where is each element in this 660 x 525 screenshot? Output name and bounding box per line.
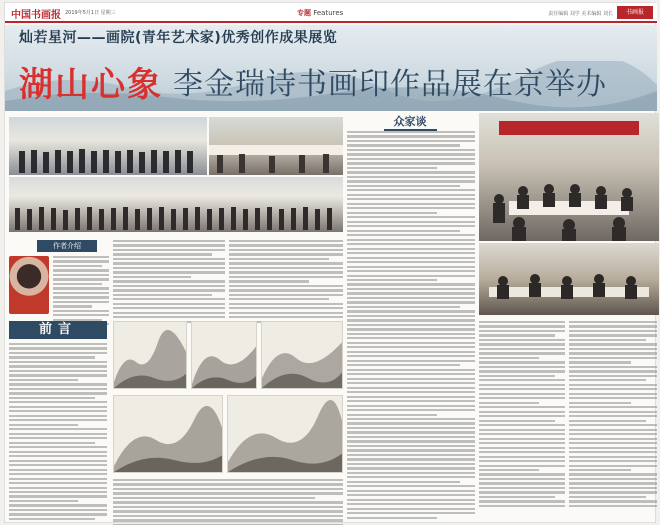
section-label <box>297 8 343 18</box>
comments-column-1 <box>347 131 475 519</box>
author-portrait <box>9 256 49 314</box>
author-heading: 作者介绍 <box>37 240 97 252</box>
painting-landscape-4 <box>113 395 223 473</box>
editor-info: 责任编辑 刘学 美术编辑 刘长 <box>548 11 613 17</box>
painting-landscape-1 <box>113 321 187 389</box>
title-banner <box>5 25 657 111</box>
article-column-bottom <box>113 479 343 525</box>
painting-landscape-3 <box>261 321 343 389</box>
comments-column-3 <box>569 321 657 507</box>
section-label-cn: 专题 <box>297 9 311 17</box>
banner-title-event: 李金瑞诗书画印作品展在京举办 <box>173 67 607 102</box>
exhibition-photo-gallery <box>209 117 343 175</box>
preface-text <box>9 343 107 520</box>
article-column-1 <box>113 240 225 323</box>
author-intro <box>9 240 107 318</box>
seminar-banner <box>499 121 639 135</box>
issue-info: 2019年5月1日 星期三 <box>65 10 116 16</box>
exhibition-photo-group <box>9 117 207 175</box>
exhibition-photo-seminar <box>479 113 659 241</box>
comments-column-2 <box>479 321 565 507</box>
painting-landscape-5 <box>227 395 343 473</box>
preface-heading: 前言 <box>9 321 107 339</box>
painting-landscape-2 <box>191 321 257 389</box>
masthead <box>5 3 657 23</box>
author-bio-text <box>53 256 109 330</box>
exhibition-photo-discussion <box>479 243 659 315</box>
section-label-en: Features <box>313 9 344 17</box>
paper-name: 中国书画报 <box>11 10 61 21</box>
banner-subtitle: 灿若星河——画院(青年艺术家)优秀创作成果展览 <box>19 30 338 46</box>
article-column-2 <box>229 240 343 323</box>
comments-heading <box>345 113 475 129</box>
comments-heading-text: 众家谈 <box>384 115 437 131</box>
exhibition-photo-hall <box>9 177 343 232</box>
paper-logo: 书画报 <box>617 6 653 19</box>
newspaper-page <box>4 2 656 523</box>
banner-title-main: 湖山心象 <box>19 65 163 105</box>
